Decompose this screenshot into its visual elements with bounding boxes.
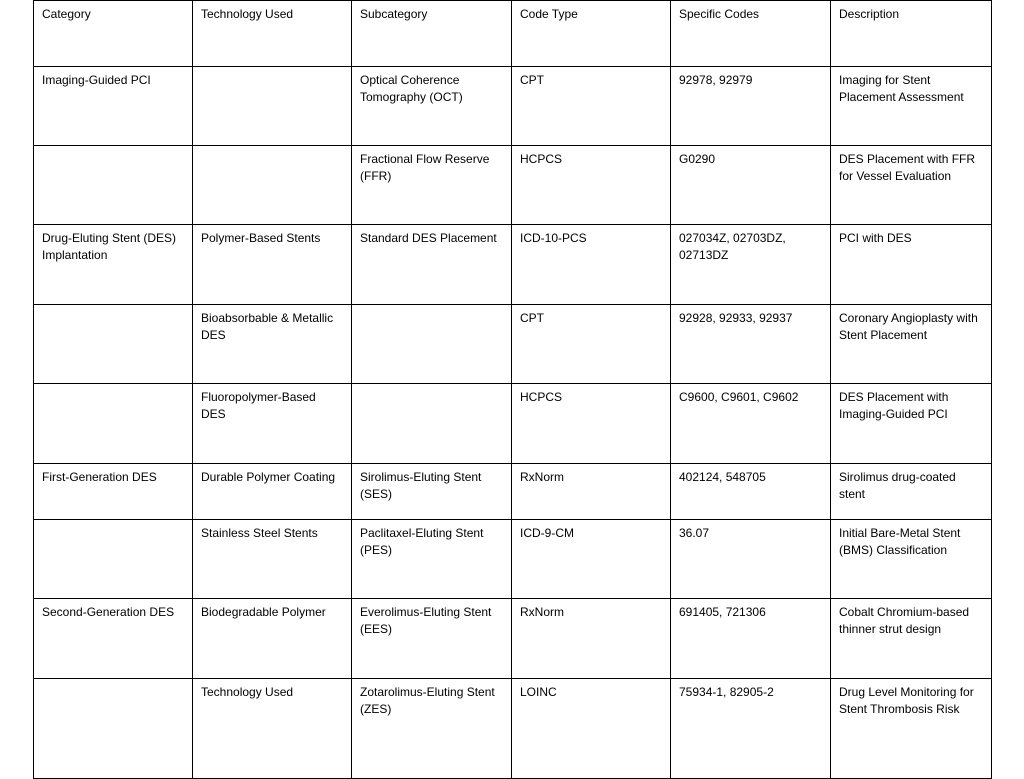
cell-specific-codes: 92928, 92933, 92937: [671, 305, 831, 384]
cell-description: PCI with DES: [831, 225, 992, 305]
cell-category: First-Generation DES: [34, 464, 193, 520]
cell-subcategory: Standard DES Placement: [352, 225, 512, 305]
table-header-row: [34, 1, 992, 67]
cell-code-type: ICD-10-PCS: [512, 225, 671, 305]
cell-description: Coronary Angioplasty with Stent Placement: [831, 305, 992, 384]
cell-code-type: HCPCS: [512, 384, 671, 464]
cell-subcategory: [352, 384, 512, 464]
table-row: [34, 305, 992, 384]
cell-specific-codes: 36.07: [671, 520, 831, 599]
cell-technology: [193, 67, 352, 146]
table-row: [34, 146, 992, 225]
cell-code-type: CPT: [512, 67, 671, 146]
cell-specific-codes: 402124, 548705: [671, 464, 831, 520]
cell-technology: Stainless Steel Stents: [193, 520, 352, 599]
document-page: [33, 0, 991, 779]
table-row: [34, 679, 992, 779]
cell-specific-codes: 691405, 721306: [671, 599, 831, 679]
cell-category: Imaging-Guided PCI: [34, 67, 193, 146]
cell-specific-codes: 92978, 92979: [671, 67, 831, 146]
cell-description: DES Placement with FFR for Vessel Evaluation: [831, 146, 992, 225]
table-row: [34, 67, 992, 146]
cell-specific-codes: 75934-1, 82905-2: [671, 679, 831, 779]
table-row: [34, 225, 992, 305]
cell-code-type: RxNorm: [512, 464, 671, 520]
header-cell-technology: Technology Used: [193, 1, 352, 67]
cell-description: Drug Level Monitoring for Stent Thrombosis Risk: [831, 679, 992, 779]
cell-category: Second-Generation DES: [34, 599, 193, 679]
table-row: [34, 464, 992, 520]
cell-description: DES Placement with Imaging-Guided PCI: [831, 384, 992, 464]
cell-subcategory: Sirolimus-Eluting Stent (SES): [352, 464, 512, 520]
cell-category: Drug-Eluting Stent (DES) Implantation: [34, 225, 193, 305]
cell-subcategory: Everolimus-Eluting Stent (EES): [352, 599, 512, 679]
cell-code-type: HCPCS: [512, 146, 671, 225]
header-cell-category: Category: [34, 1, 193, 67]
cell-category: [34, 384, 193, 464]
cell-code-type: CPT: [512, 305, 671, 384]
cell-specific-codes: C9600, C9601, C9602: [671, 384, 831, 464]
cell-specific-codes: G0290: [671, 146, 831, 225]
cell-category: [34, 679, 193, 779]
cell-category: [34, 146, 193, 225]
cell-subcategory: Zotarolimus-Eluting Stent (ZES): [352, 679, 512, 779]
header-cell-specific-codes: Specific Codes: [671, 1, 831, 67]
cell-subcategory: Fractional Flow Reserve (FFR): [352, 146, 512, 225]
cell-category: [34, 520, 193, 599]
table-row: [34, 384, 992, 464]
cell-code-type: ICD-9-CM: [512, 520, 671, 599]
cell-technology: [193, 146, 352, 225]
cell-description: Cobalt Chromium-based thinner strut design: [831, 599, 992, 679]
cell-technology: Biodegradable Polymer: [193, 599, 352, 679]
cell-technology: Durable Polymer Coating: [193, 464, 352, 520]
cell-technology: Bioabsorbable & Metallic DES: [193, 305, 352, 384]
table-row: [34, 520, 992, 599]
cell-subcategory: [352, 305, 512, 384]
cell-category: [34, 305, 193, 384]
cell-description: Initial Bare-Metal Stent (BMS) Classification: [831, 520, 992, 599]
header-cell-subcategory: Subcategory: [352, 1, 512, 67]
cell-code-type: LOINC: [512, 679, 671, 779]
code-table: [33, 0, 992, 779]
cell-specific-codes: 027034Z, 02703DZ, 02713DZ: [671, 225, 831, 305]
cell-technology: Technology Used: [193, 679, 352, 779]
cell-description: Imaging for Stent Placement Assessment: [831, 67, 992, 146]
cell-subcategory: Paclitaxel-Eluting Stent (PES): [352, 520, 512, 599]
table-row: [34, 599, 992, 679]
cell-technology: Fluoropolymer-Based DES: [193, 384, 352, 464]
cell-subcategory: Optical Coherence Tomography (OCT): [352, 67, 512, 146]
cell-technology: Polymer-Based Stents: [193, 225, 352, 305]
header-cell-description: Description: [831, 1, 992, 67]
cell-description: Sirolimus drug-coated stent: [831, 464, 992, 520]
cell-code-type: RxNorm: [512, 599, 671, 679]
header-cell-code-type: Code Type: [512, 1, 671, 67]
